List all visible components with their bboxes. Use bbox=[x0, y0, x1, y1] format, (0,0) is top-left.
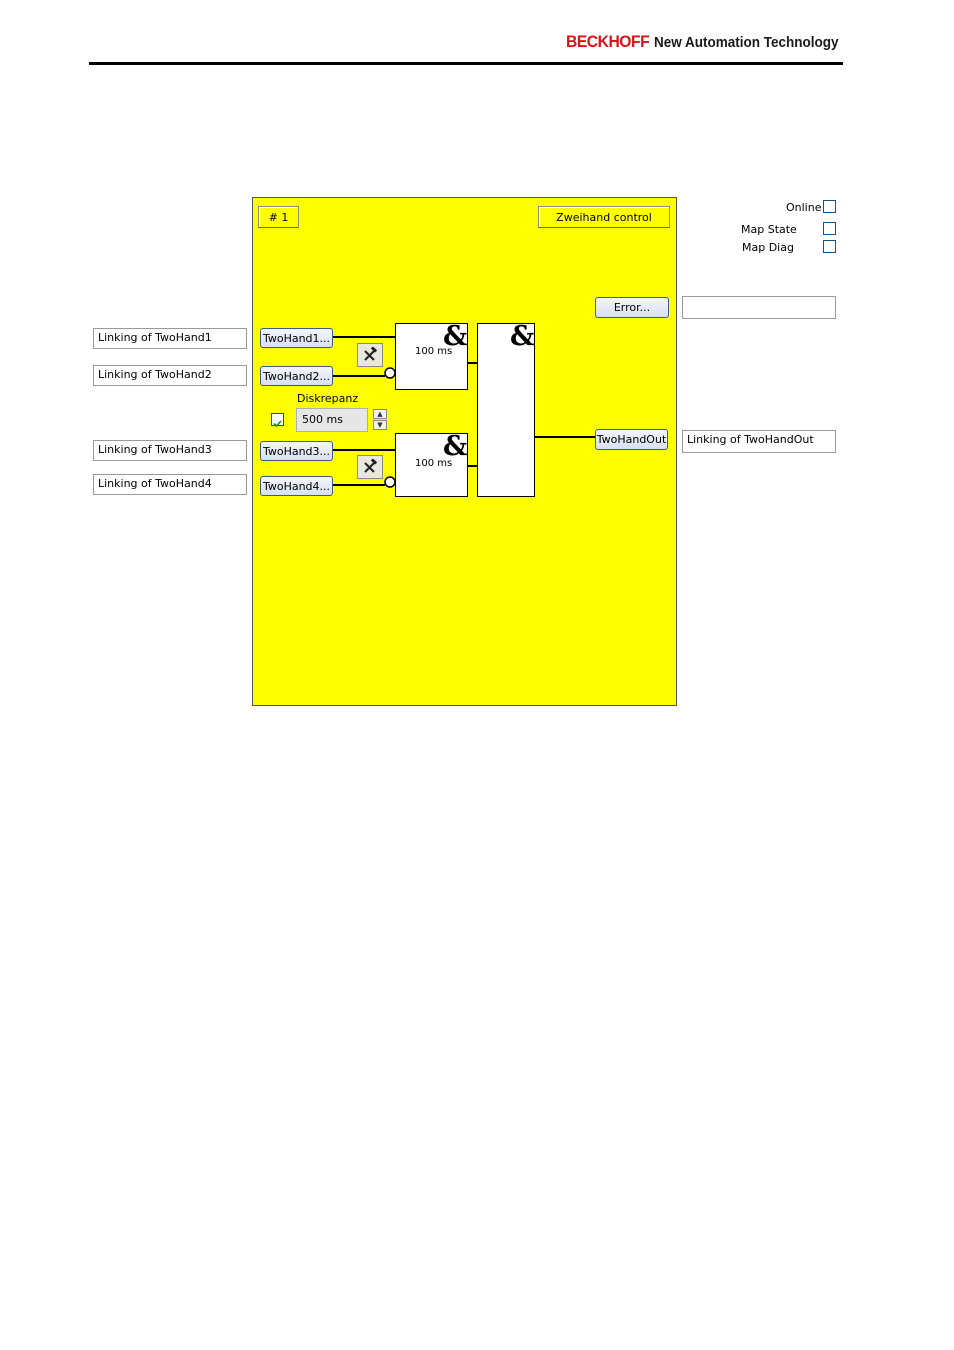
tagline: New Automation Technology bbox=[654, 34, 839, 51]
online-label: Online bbox=[786, 201, 822, 214]
map-state-checkbox[interactable] bbox=[823, 222, 836, 235]
link-field-twohand1[interactable]: Linking of TwoHand1 bbox=[93, 328, 247, 349]
arrow-down-icon: ▼ bbox=[377, 421, 383, 429]
spin-down-button[interactable] bbox=[373, 420, 387, 430]
configure-tool-button-1[interactable] bbox=[357, 343, 383, 367]
hammer-wrench-icon bbox=[362, 459, 378, 475]
link-field-twohand2[interactable]: Linking of TwoHand2 bbox=[93, 365, 247, 386]
spin-up-button[interactable] bbox=[373, 409, 387, 419]
twohandout-button[interactable]: TwoHandOut bbox=[595, 429, 668, 450]
map-state-label: Map State bbox=[741, 223, 797, 236]
error-link-field[interactable] bbox=[682, 296, 836, 319]
twohand3-button[interactable]: TwoHand3... bbox=[260, 441, 333, 461]
twohand4-button[interactable]: TwoHand4... bbox=[260, 476, 333, 496]
link-field-twohand3[interactable]: Linking of TwoHand3 bbox=[93, 440, 247, 461]
hammer-wrench-icon bbox=[362, 347, 378, 363]
map-diag-label: Map Diag bbox=[742, 241, 794, 254]
gate-timer-1: 100 ms bbox=[415, 346, 453, 357]
configure-tool-button-2[interactable] bbox=[357, 455, 383, 479]
discrepancy-time-input[interactable]: 500 ms bbox=[296, 408, 368, 432]
and-symbol: & bbox=[443, 321, 468, 352]
map-diag-checkbox[interactable] bbox=[823, 240, 836, 253]
twohand1-button[interactable]: TwoHand1... bbox=[260, 328, 333, 348]
arrow-up-icon: ▲ bbox=[377, 410, 383, 418]
discrepancy-checkbox[interactable] bbox=[271, 413, 284, 426]
discrepancy-label: Diskrepanz bbox=[297, 392, 359, 405]
beckhoff-logo: BECKHOFF bbox=[566, 32, 650, 51]
and-symbol: & bbox=[510, 321, 535, 352]
error-button[interactable]: Error... bbox=[595, 297, 669, 318]
link-field-twohandout[interactable]: Linking of TwoHandOut bbox=[682, 430, 836, 453]
checkmark-icon bbox=[272, 418, 283, 429]
gate-timer-2: 100 ms bbox=[415, 458, 453, 469]
block-name-button[interactable]: Zweihand control bbox=[538, 206, 670, 228]
online-checkbox[interactable] bbox=[823, 200, 836, 213]
link-field-twohand4[interactable]: Linking of TwoHand4 bbox=[93, 474, 247, 495]
instance-number-button[interactable]: # 1 bbox=[258, 206, 299, 228]
and-symbol: & bbox=[443, 431, 468, 462]
twohand2-button[interactable]: TwoHand2... bbox=[260, 366, 333, 386]
